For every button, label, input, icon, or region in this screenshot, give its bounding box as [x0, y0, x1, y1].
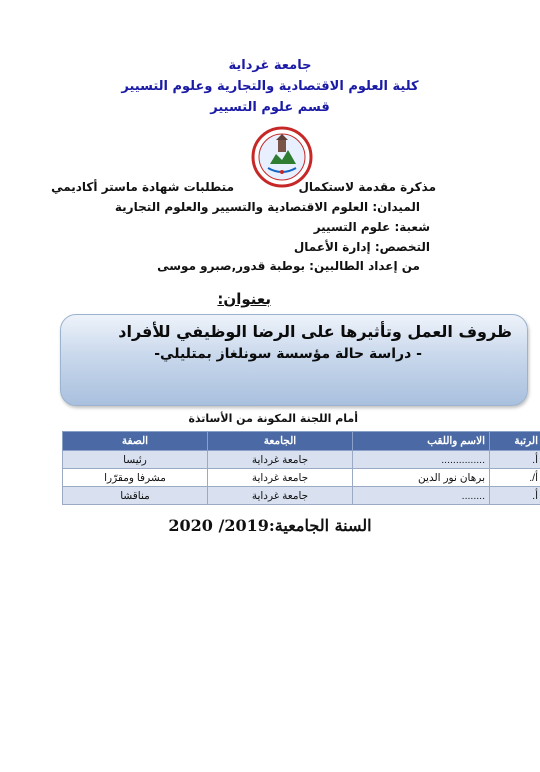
header-role: الصفة — [63, 432, 208, 451]
cell-role: رئيسا — [63, 451, 208, 469]
cell-rank: أ. — [490, 451, 540, 469]
thesis-purpose-suffix: متطلبات شهادة ماستر أكاديمي — [51, 180, 234, 194]
thesis-title: ظروف العمل وتأثيرها على الرضا الوظيفي للأفراد — [118, 322, 512, 341]
cell-role: مشرفا ومقرّرا — [63, 469, 208, 487]
committee-label: أمام اللجنة المكونة من الأساتذة — [188, 412, 358, 425]
table-row — [63, 487, 540, 505]
title-label: بعنوان: — [217, 290, 271, 308]
header-rank: الرتبة — [490, 432, 540, 451]
thesis-subtitle: - دراسة حالة مؤسسة سونلغاز بمتليلي- — [154, 346, 422, 362]
cell-rank: أ/. — [490, 469, 540, 487]
jury-header-row — [63, 432, 540, 451]
jury-table — [62, 431, 540, 505]
cell-name: ............... — [353, 451, 490, 469]
thesis-purpose-prefix: مذكرة مقدمة لاستكمال — [298, 180, 436, 194]
thesis-specialty: التخصص: إدارة الأعمال — [293, 240, 430, 254]
academic-year: السنة الجامعية:2019/ 2020 — [168, 516, 372, 535]
cell-name: ........ — [353, 487, 490, 505]
header-university: الجامعة — [208, 432, 353, 451]
table-row — [63, 451, 540, 469]
faculty-name: كلية العلوم الاقتصادية والتجارية وعلوم التسيير — [121, 79, 419, 94]
thesis-authors: من إعداد الطالبين: بوطبة قدور,صبرو موسى — [157, 259, 420, 273]
thesis-branch: شعبة: علوم التسيير — [313, 220, 430, 234]
university-seal-logo-icon — [246, 126, 318, 188]
department-name: قسم علوم التسيير — [210, 100, 330, 115]
cell-name: برهان نور الدين — [353, 469, 490, 487]
cell-university: جامعة غرداية — [208, 469, 353, 487]
cell-university: جامعة غرداية — [208, 487, 353, 505]
cell-role: مناقشا — [63, 487, 208, 505]
cell-university: جامعة غرداية — [208, 451, 353, 469]
thesis-field: الميدان: العلوم الاقتصادية والتسيير والعلوم التجارية — [114, 200, 420, 214]
cell-rank: أ. — [490, 487, 540, 505]
university-name: جامعة غرداية — [228, 58, 312, 73]
table-row — [63, 469, 540, 487]
header-name: الاسم واللقب — [353, 432, 490, 451]
